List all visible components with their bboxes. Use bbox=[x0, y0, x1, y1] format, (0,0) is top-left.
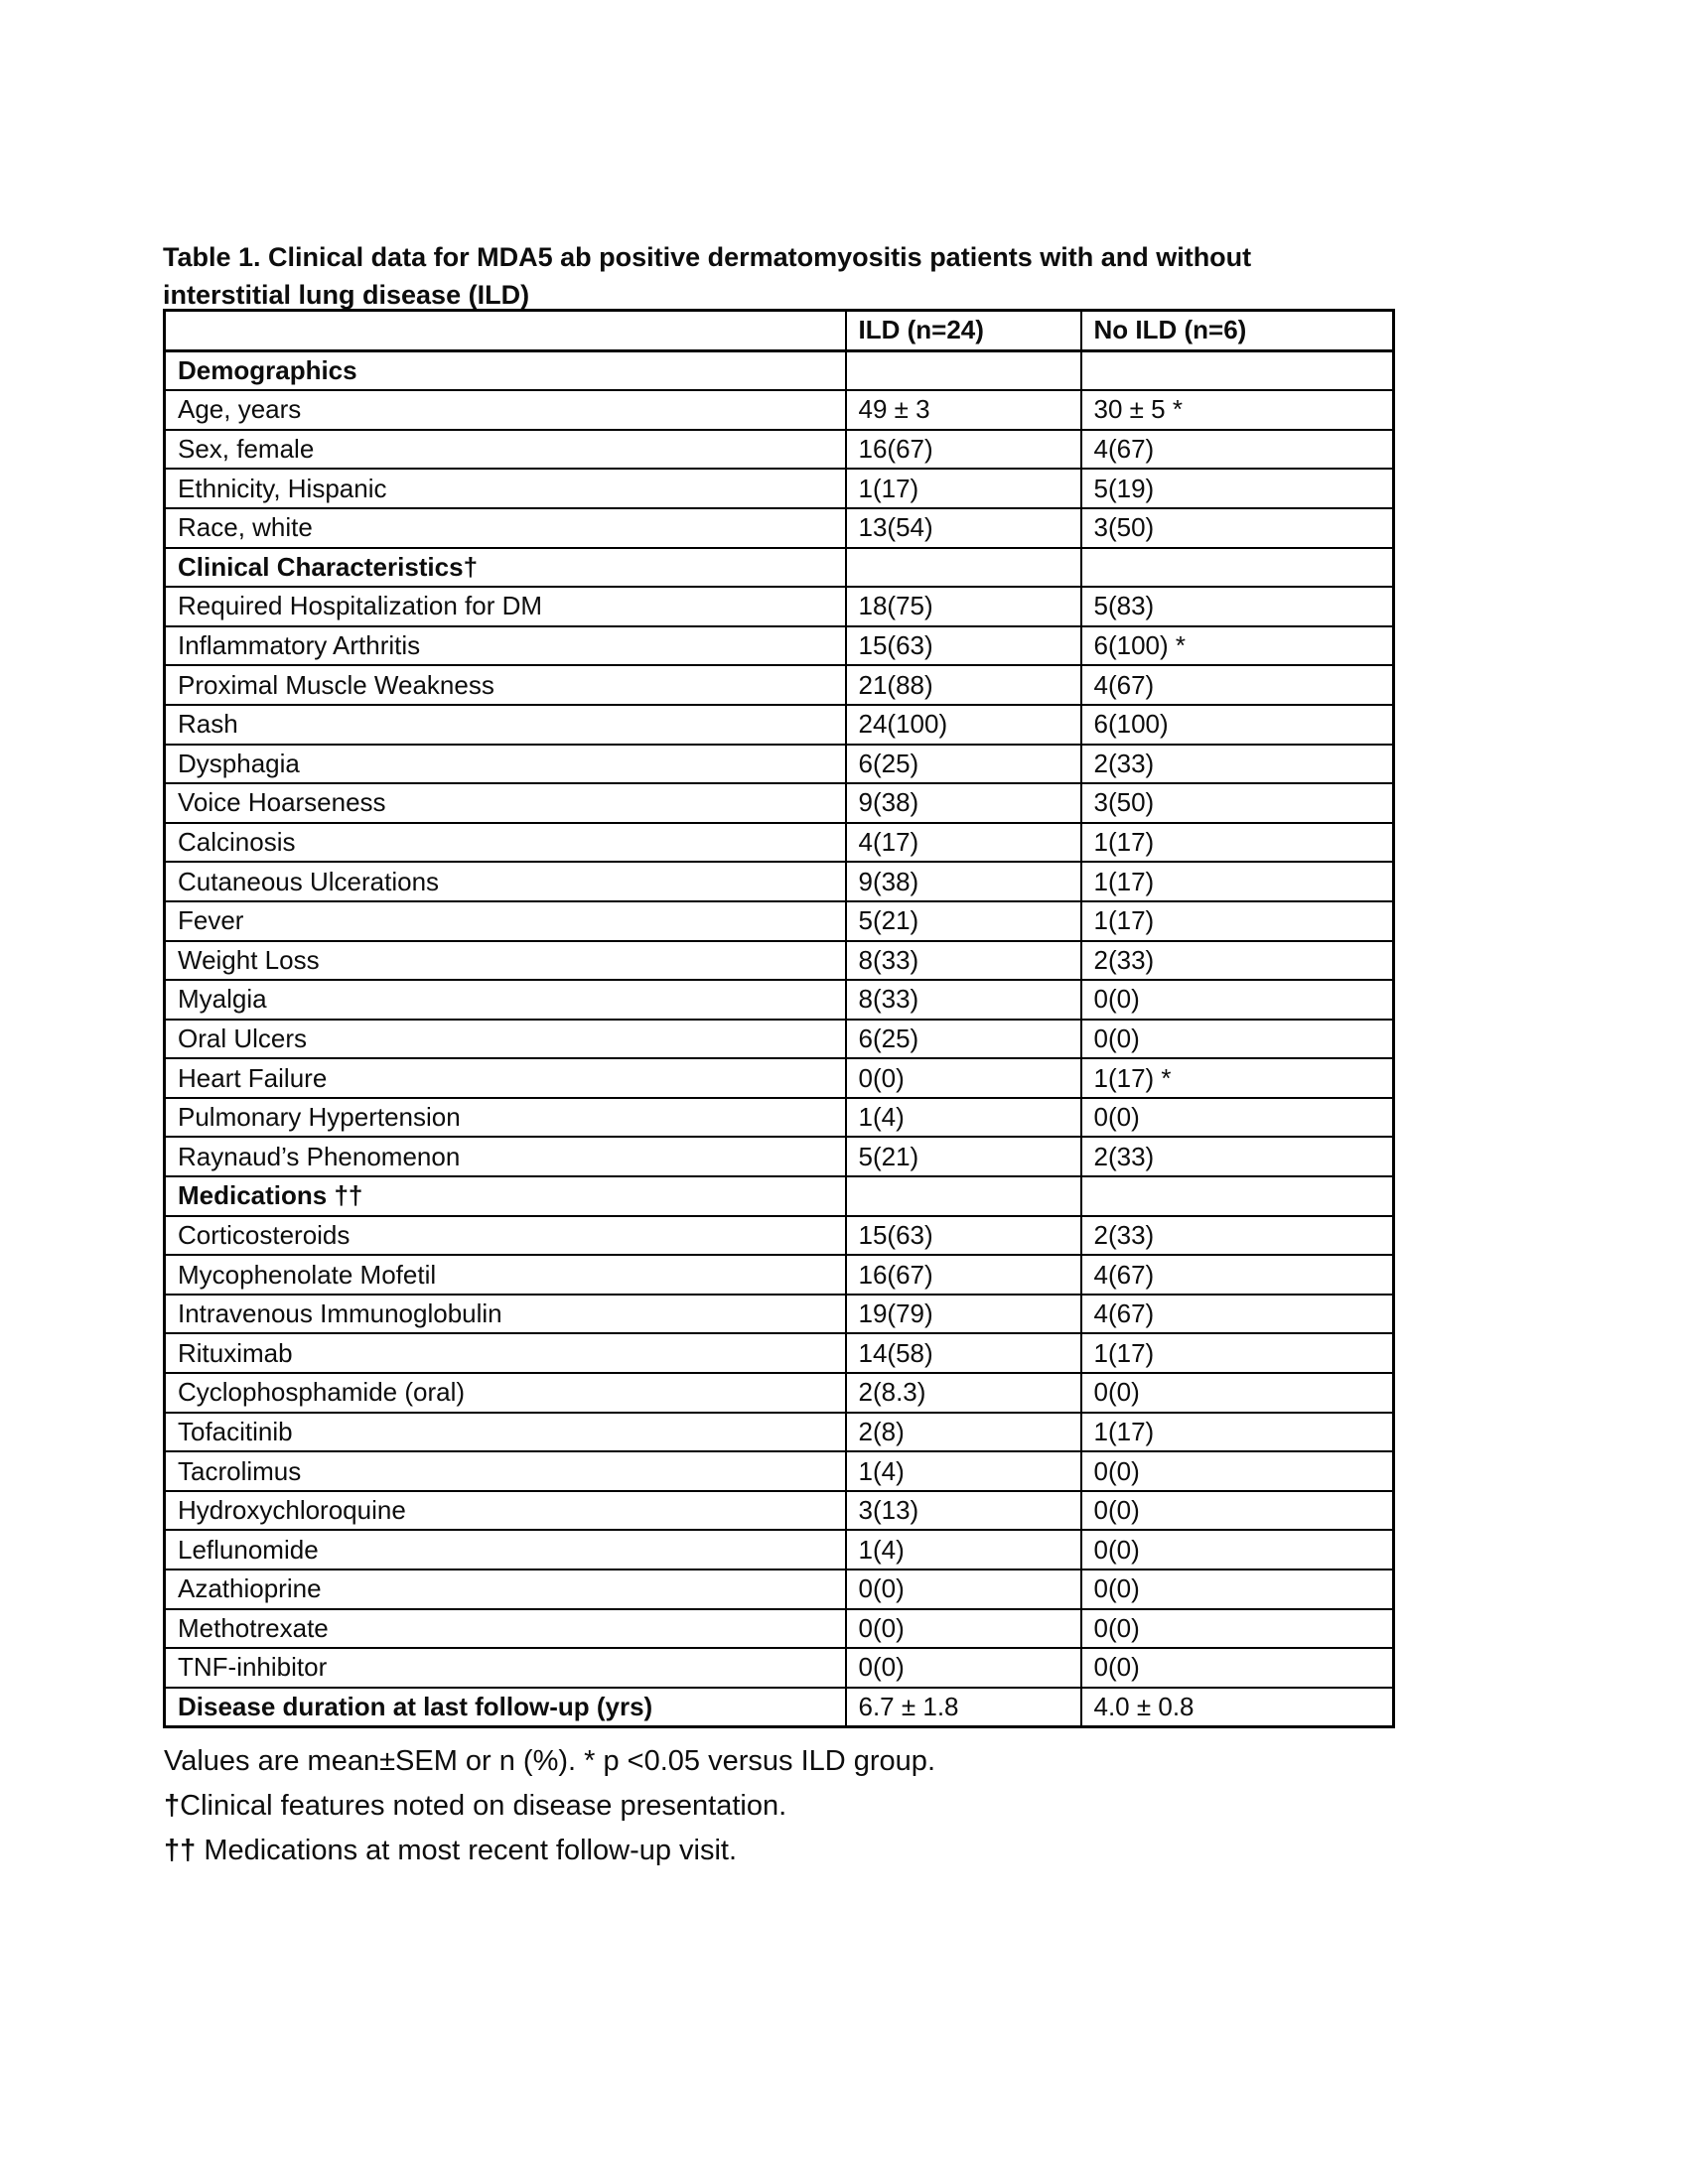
table-row bbox=[165, 1058, 1394, 1098]
row-label-cell: Corticosteroids bbox=[165, 1216, 846, 1256]
table-row bbox=[165, 745, 1394, 784]
no-ild-value-cell: 0(0) bbox=[1081, 1491, 1394, 1531]
table-row bbox=[165, 1255, 1394, 1295]
table-row bbox=[165, 1295, 1394, 1334]
ild-value-cell: 15(63) bbox=[846, 1216, 1081, 1256]
ild-value-cell: 24(100) bbox=[846, 705, 1081, 745]
table-title bbox=[163, 238, 1251, 314]
no-ild-value-cell bbox=[1081, 548, 1394, 588]
row-label-cell: Proximal Muscle Weakness bbox=[165, 665, 846, 705]
header-no-ild-column: No ILD (n=6) bbox=[1081, 311, 1394, 351]
ild-value-cell: 3(13) bbox=[846, 1491, 1081, 1531]
dagger-prefix: † bbox=[164, 1790, 181, 1822]
header-ild-column: ILD (n=24) bbox=[846, 311, 1081, 351]
row-label-cell: Tacrolimus bbox=[165, 1451, 846, 1491]
no-ild-value-cell: 0(0) bbox=[1081, 1609, 1394, 1649]
row-label-cell: Ethnicity, Hispanic bbox=[165, 469, 846, 508]
no-ild-value-cell: 1(17) bbox=[1081, 862, 1394, 901]
ild-value-cell: 21(88) bbox=[846, 665, 1081, 705]
no-ild-value-cell: 0(0) bbox=[1081, 1451, 1394, 1491]
ild-value-cell bbox=[846, 1176, 1081, 1216]
row-label-cell: Sex, female bbox=[165, 430, 846, 470]
table-row bbox=[165, 1216, 1394, 1256]
ild-value-cell: 2(8.3) bbox=[846, 1373, 1081, 1413]
footnote-text: Medications at most recent follow-up visit. bbox=[204, 1835, 738, 1866]
table-title-line-2: interstitial lung disease (ILD) bbox=[163, 280, 530, 310]
row-label-cell: Azathioprine bbox=[165, 1570, 846, 1609]
no-ild-value-cell: 0(0) bbox=[1081, 1373, 1394, 1413]
no-ild-value-cell: 1(17) bbox=[1081, 1333, 1394, 1373]
table-section-row bbox=[165, 1176, 1394, 1216]
row-label-cell: Cutaneous Ulcerations bbox=[165, 862, 846, 901]
row-label-cell: Raynaud’s Phenomenon bbox=[165, 1137, 846, 1176]
footnote-line bbox=[164, 1829, 935, 1873]
ild-value-cell: 1(4) bbox=[846, 1451, 1081, 1491]
row-label-cell: Calcinosis bbox=[165, 823, 846, 863]
row-label-cell: TNF-inhibitor bbox=[165, 1648, 846, 1688]
no-ild-value-cell: 0(0) bbox=[1081, 1020, 1394, 1059]
ild-value-cell: 15(63) bbox=[846, 626, 1081, 666]
footnotes bbox=[164, 1739, 935, 1873]
row-label-cell: Myalgia bbox=[165, 980, 846, 1020]
ild-value-cell: 6(25) bbox=[846, 745, 1081, 784]
ild-value-cell: 16(67) bbox=[846, 1255, 1081, 1295]
ild-value-cell: 8(33) bbox=[846, 941, 1081, 981]
no-ild-value-cell: 0(0) bbox=[1081, 1098, 1394, 1138]
no-ild-value-cell: 2(33) bbox=[1081, 1137, 1394, 1176]
no-ild-value-cell bbox=[1081, 1176, 1394, 1216]
table-row bbox=[165, 941, 1394, 981]
row-label-cell: Pulmonary Hypertension bbox=[165, 1098, 846, 1138]
row-label-cell: Oral Ulcers bbox=[165, 1020, 846, 1059]
row-label-cell: Voice Hoarseness bbox=[165, 783, 846, 823]
row-label-cell: Weight Loss bbox=[165, 941, 846, 981]
table-row bbox=[165, 1609, 1394, 1649]
no-ild-value-cell: 4(67) bbox=[1081, 665, 1394, 705]
table-row bbox=[165, 1137, 1394, 1176]
row-label-cell: Clinical Characteristics† bbox=[165, 548, 846, 588]
row-label-cell: Inflammatory Arthritis bbox=[165, 626, 846, 666]
table-row bbox=[165, 1491, 1394, 1531]
table-row bbox=[165, 390, 1394, 430]
ild-value-cell: 6(25) bbox=[846, 1020, 1081, 1059]
ild-value-cell: 8(33) bbox=[846, 980, 1081, 1020]
ild-value-cell: 0(0) bbox=[846, 1609, 1081, 1649]
ild-value-cell bbox=[846, 548, 1081, 588]
ild-value-cell: 49 ± 3 bbox=[846, 390, 1081, 430]
row-label-cell: Medications †† bbox=[165, 1176, 846, 1216]
ild-value-cell: 1(4) bbox=[846, 1098, 1081, 1138]
table-row bbox=[165, 1333, 1394, 1373]
no-ild-value-cell: 6(100) * bbox=[1081, 626, 1394, 666]
ild-value-cell: 4(17) bbox=[846, 823, 1081, 863]
table-row bbox=[165, 1098, 1394, 1138]
table-header bbox=[165, 311, 1394, 351]
no-ild-value-cell: 3(50) bbox=[1081, 783, 1394, 823]
table-row bbox=[165, 1530, 1394, 1570]
ild-value-cell bbox=[846, 350, 1081, 390]
no-ild-value-cell: 0(0) bbox=[1081, 1648, 1394, 1688]
table-row bbox=[165, 430, 1394, 470]
dagger-prefix: †† bbox=[164, 1835, 205, 1866]
table-row bbox=[165, 980, 1394, 1020]
row-label-cell: Cyclophosphamide (oral) bbox=[165, 1373, 846, 1413]
no-ild-value-cell: 2(33) bbox=[1081, 941, 1394, 981]
table-row bbox=[165, 823, 1394, 863]
ild-value-cell: 0(0) bbox=[846, 1648, 1081, 1688]
table-row bbox=[165, 1648, 1394, 1688]
ild-value-cell: 1(17) bbox=[846, 469, 1081, 508]
no-ild-value-cell: 0(0) bbox=[1081, 980, 1394, 1020]
no-ild-value-cell: 1(17) bbox=[1081, 901, 1394, 941]
header-empty-cell bbox=[165, 311, 846, 351]
ild-value-cell: 16(67) bbox=[846, 430, 1081, 470]
row-label-cell: Heart Failure bbox=[165, 1058, 846, 1098]
no-ild-value-cell: 0(0) bbox=[1081, 1570, 1394, 1609]
table-row bbox=[165, 862, 1394, 901]
ild-value-cell: 5(21) bbox=[846, 1137, 1081, 1176]
table-row bbox=[165, 1373, 1394, 1413]
row-label-cell: Fever bbox=[165, 901, 846, 941]
row-label-cell: Dysphagia bbox=[165, 745, 846, 784]
table-body bbox=[165, 350, 1394, 1727]
ild-value-cell: 19(79) bbox=[846, 1295, 1081, 1334]
no-ild-value-cell: 1(17) bbox=[1081, 823, 1394, 863]
row-label-cell: Demographics bbox=[165, 350, 846, 390]
ild-value-cell: 0(0) bbox=[846, 1570, 1081, 1609]
no-ild-value-cell: 4(67) bbox=[1081, 1295, 1394, 1334]
row-label-cell: Required Hospitalization for DM bbox=[165, 587, 846, 626]
ild-value-cell: 9(38) bbox=[846, 862, 1081, 901]
no-ild-value-cell: 2(33) bbox=[1081, 745, 1394, 784]
ild-value-cell: 14(58) bbox=[846, 1333, 1081, 1373]
no-ild-value-cell: 4(67) bbox=[1081, 430, 1394, 470]
no-ild-value-cell: 2(33) bbox=[1081, 1216, 1394, 1256]
table-row bbox=[165, 469, 1394, 508]
no-ild-value-cell: 6(100) bbox=[1081, 705, 1394, 745]
ild-value-cell: 2(8) bbox=[846, 1413, 1081, 1452]
no-ild-value-cell: 1(17) bbox=[1081, 1413, 1394, 1452]
no-ild-value-cell: 30 ± 5 * bbox=[1081, 390, 1394, 430]
table-row bbox=[165, 783, 1394, 823]
table-row bbox=[165, 1688, 1394, 1727]
row-label-cell: Mycophenolate Mofetil bbox=[165, 1255, 846, 1295]
header-row bbox=[165, 311, 1394, 351]
table-row bbox=[165, 1570, 1394, 1609]
row-label-cell: Methotrexate bbox=[165, 1609, 846, 1649]
row-label-cell: Leflunomide bbox=[165, 1530, 846, 1570]
footnote-text: Clinical features noted on disease presentation. bbox=[180, 1790, 787, 1822]
row-label-cell: Rash bbox=[165, 705, 846, 745]
table-row bbox=[165, 901, 1394, 941]
table-row bbox=[165, 705, 1394, 745]
ild-value-cell: 9(38) bbox=[846, 783, 1081, 823]
no-ild-value-cell: 4(67) bbox=[1081, 1255, 1394, 1295]
table-row bbox=[165, 1020, 1394, 1059]
table-row bbox=[165, 665, 1394, 705]
row-label-cell: Age, years bbox=[165, 390, 846, 430]
row-label-cell: Hydroxychloroquine bbox=[165, 1491, 846, 1531]
ild-value-cell: 13(54) bbox=[846, 508, 1081, 548]
row-label-cell: Race, white bbox=[165, 508, 846, 548]
no-ild-value-cell bbox=[1081, 350, 1394, 390]
row-label-cell: Intravenous Immunoglobulin bbox=[165, 1295, 846, 1334]
ild-value-cell: 0(0) bbox=[846, 1058, 1081, 1098]
table-section-row bbox=[165, 350, 1394, 390]
table-row bbox=[165, 508, 1394, 548]
table-row bbox=[165, 1413, 1394, 1452]
table-row bbox=[165, 587, 1394, 626]
row-label-cell: Rituximab bbox=[165, 1333, 846, 1373]
ild-value-cell: 6.7 ± 1.8 bbox=[846, 1688, 1081, 1727]
table-section-row bbox=[165, 548, 1394, 588]
footnote-text: Values are mean±SEM or n (%). * p <0.05 versus ILD group. bbox=[164, 1745, 935, 1777]
ild-value-cell: 5(21) bbox=[846, 901, 1081, 941]
no-ild-value-cell: 5(83) bbox=[1081, 587, 1394, 626]
no-ild-value-cell: 3(50) bbox=[1081, 508, 1394, 548]
row-label-cell: Disease duration at last follow-up (yrs) bbox=[165, 1688, 846, 1727]
ild-value-cell: 1(4) bbox=[846, 1530, 1081, 1570]
no-ild-value-cell: 1(17) * bbox=[1081, 1058, 1394, 1098]
no-ild-value-cell: 5(19) bbox=[1081, 469, 1394, 508]
clinical-data-table bbox=[163, 309, 1395, 1728]
no-ild-value-cell: 4.0 ± 0.8 bbox=[1081, 1688, 1394, 1727]
ild-value-cell: 18(75) bbox=[846, 587, 1081, 626]
row-label-cell: Tofacitinib bbox=[165, 1413, 846, 1452]
table-title-line-1: Table 1. Clinical data for MDA5 ab positive dermatomyositis patients with and without bbox=[163, 242, 1252, 272]
footnote-line bbox=[164, 1739, 935, 1784]
table-row bbox=[165, 626, 1394, 666]
table-row bbox=[165, 1451, 1394, 1491]
no-ild-value-cell: 0(0) bbox=[1081, 1530, 1394, 1570]
footnote-line bbox=[164, 1784, 935, 1829]
